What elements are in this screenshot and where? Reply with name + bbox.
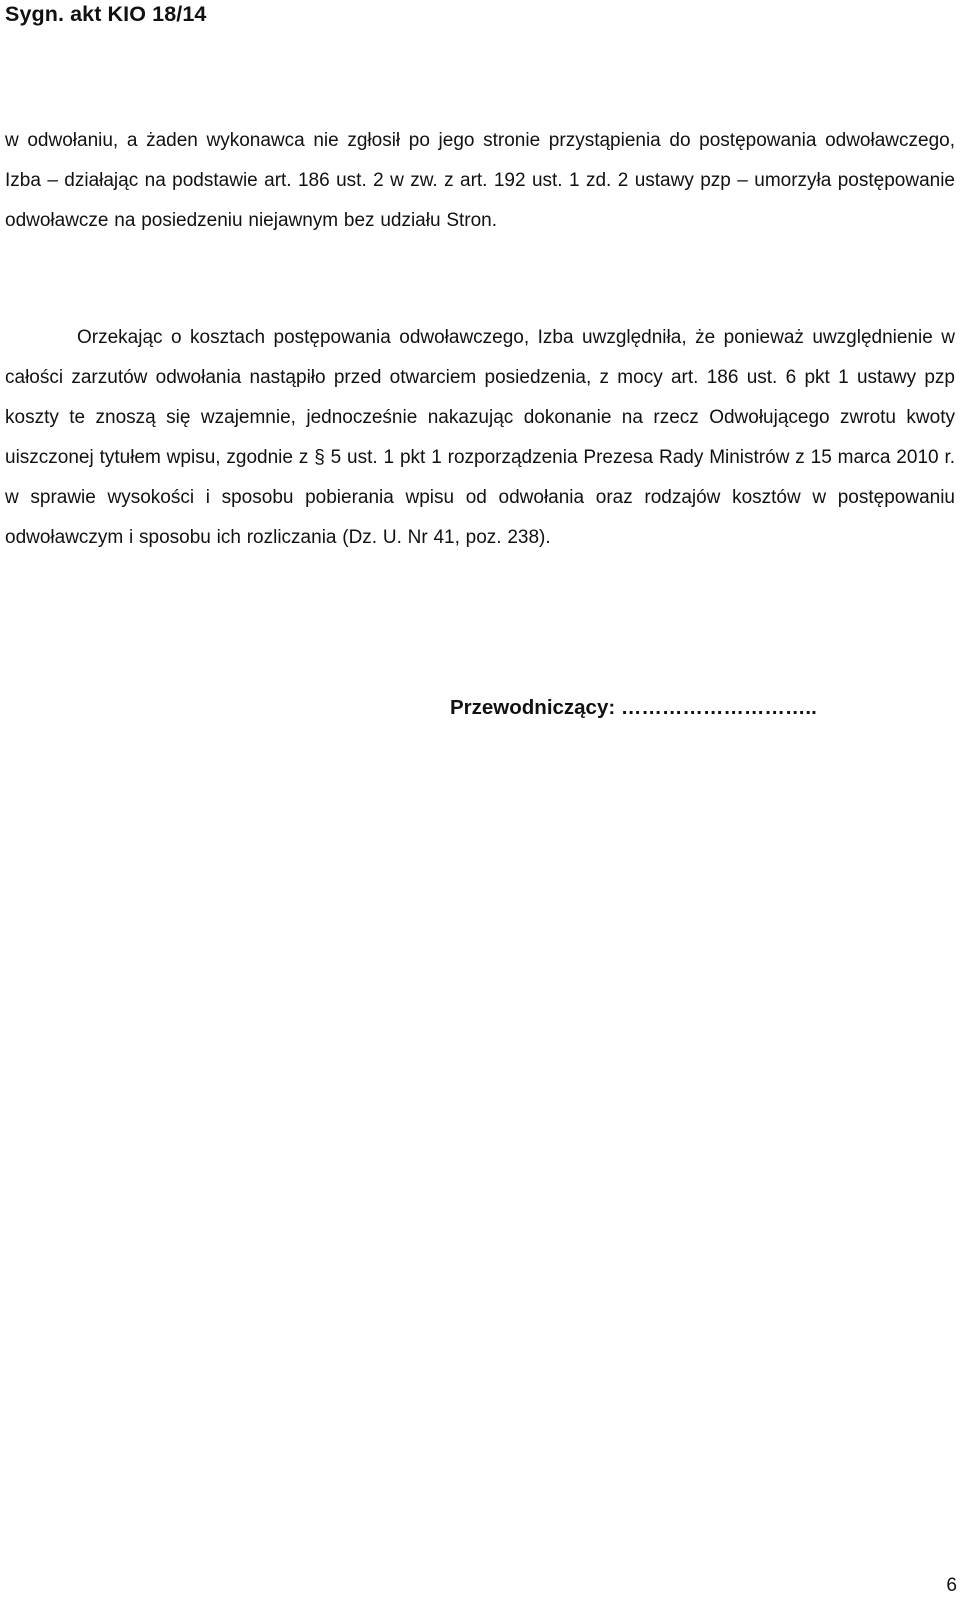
paragraph-costs: Orzekając o kosztach postępowania odwoławczego, Izba uwzględniła, że ponieważ uwzględnienie w całości zarzutów odwołania nastąpiło przed otwarciem posiedzenia, z mocy art. 186 ust. 6 pkt 1 ustawy pzp koszty te znoszą się wzajemnie, jednocześnie nakazując dokonanie na rzecz Odwołującego zwrotu kwoty uiszczonej tytułem wpisu, zgodnie z § 5 ust. 1 pkt 1 rozporządzenia Prezesa Rady Ministrów z 15 marca 2010 r. w sprawie wysokości i sposobu pobierania wpisu od odwołania oraz rodzajów kosztów w postępowaniu odwoławczym i sposobu ich rozliczania (Dz. U. Nr 41, poz. 238). [5, 327, 955, 548]
paragraph-discontinuation: w odwołaniu, a żaden wykonawca nie zgłosił po jego stronie przystąpienia do postępowania odwoławczego, Izba – działając na podstawie art. 186 ust. 2 w zw. z art. 192 ust. 1 zd. 2 ustawy pzp – umorzyła postępowanie odwoławcze na posiedzeniu niejawnym bez udziału Stron. [5, 130, 955, 231]
chairperson-signature-line: Przewodniczący: ……………………….. [450, 696, 817, 719]
page-number: 6 [946, 1575, 957, 1596]
case-reference: Sygn. akt KIO 18/14 [5, 2, 207, 26]
